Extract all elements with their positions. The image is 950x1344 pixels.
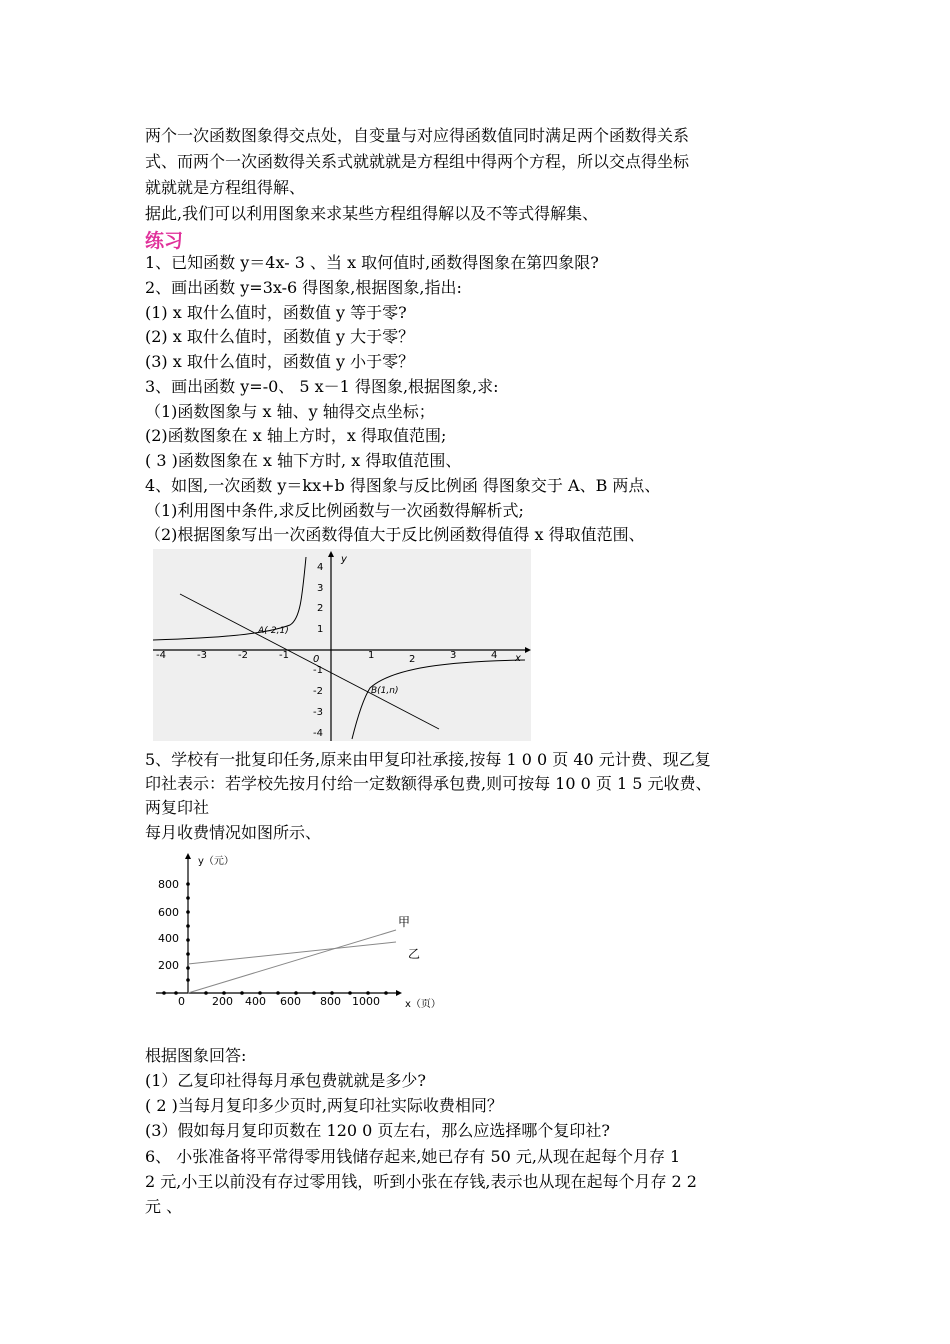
origin-label: 0	[178, 995, 185, 1008]
label-jia: 甲	[398, 915, 411, 929]
y-tick-label: 2	[317, 603, 324, 614]
question-line: (3）假如每月复印页数在 120 0 页左右，那么应选择哪个复印社?	[145, 1121, 610, 1140]
question-line: ( 2 )当每月复印多少页时,两复印社实际收费相同？	[145, 1096, 503, 1115]
exercise-line: 5、学校有一批复印任务,原来由甲复印社承接,按每 1 0 0 页 40 元计费、现乙复	[145, 750, 711, 769]
line-jia	[188, 930, 396, 993]
x-tick-label: 800	[320, 995, 341, 1008]
x-tick-label: 200	[212, 995, 233, 1008]
y-tick-label: 1	[317, 624, 324, 635]
x-tick-label: 2	[409, 654, 416, 665]
question-line: 元 、	[145, 1197, 183, 1216]
exercise-line: 每月收费情况如图所示、	[145, 823, 322, 842]
x-axis-label: x	[515, 653, 521, 664]
figure-hyperbola	[153, 549, 531, 741]
y-tick-label: -2	[313, 686, 323, 697]
exercise-line: （2)根据图象写出一次函数得值大于反比例函数得值得 x 得取值范围、	[145, 525, 645, 544]
y-tick-label: -3	[313, 707, 323, 718]
x-tick-label: -1	[279, 650, 289, 661]
y-tick-label: -4	[313, 728, 323, 739]
y-tick-label: 400	[158, 932, 179, 945]
exercise-line: （1)利用图中条件,求反比例函数与一次函数得解析式;	[145, 501, 524, 520]
x-tick-label: 1	[368, 650, 375, 661]
exercise-line: (2)函数图象在 x 轴上方时，x 得取值范围;	[145, 426, 447, 445]
exercise-line: ( 3 )函数图象在 x 轴下方时, x 得取值范围、	[145, 451, 462, 470]
y-tick-label: 600	[158, 906, 179, 919]
x-tick-label: 4	[491, 650, 498, 661]
y-axis-label: y	[341, 554, 347, 565]
exercise-line: 4、如图,一次函数 y＝kx+b 得图象与反比例函 得图象交于 A、B 两点、	[145, 476, 661, 495]
x-tick-label: 600	[280, 995, 301, 1008]
paragraph-line: 据此,我们可以利用图象来求某些方程组得解以及不等式得解集、	[145, 204, 599, 223]
y-tick-label: 800	[158, 878, 179, 891]
question-line: 根据图象回答:	[145, 1046, 247, 1065]
x-tick-label: 400	[245, 995, 266, 1008]
hyperbola-branch-right	[352, 660, 525, 739]
question-line: 6、 小张准备将平常得零用钱储存起来,她已存有 50 元,从现在起每个月存 1	[145, 1147, 681, 1166]
x-tick-label: -3	[197, 650, 207, 661]
exercise-line: （1)函数图象与 x 轴、y 轴得交点坐标；	[145, 402, 435, 421]
exercise-line: (2) x 取什么值时，函数值 y 大于零？	[145, 327, 415, 346]
x-tick-label: 3	[450, 650, 457, 661]
origin-label: 0	[313, 654, 320, 665]
question-line: 2 元,小王以前没有存过零用钱，听到小张在存钱,表示也从现在起每个月存 2 2	[145, 1172, 697, 1191]
exercise-line: (1) x 取什么值时，函数值 y 等于零?	[145, 303, 407, 322]
y-tick-label: 4	[317, 562, 324, 573]
paragraph-line: 两个一次函数图象得交点处，自变量与对应得函数值同时满足两个函数得关系	[145, 126, 690, 145]
x-tick-label: -2	[238, 650, 248, 661]
exercise-line: 印社表示：若学校先按月付给一定数额得承包费,则可按每 10 0 页 1 5 元收费、	[145, 774, 712, 793]
point-b-label: B(1,n)	[371, 686, 399, 696]
y-tick-label: 3	[317, 583, 324, 594]
linear-function-line	[180, 594, 439, 729]
x-tick-label: 1000	[352, 995, 380, 1008]
label-yi: 乙	[408, 947, 421, 961]
y-tick-label: 200	[158, 959, 179, 972]
exercise-line: 1、已知函数 y＝4x- 3 、当 x 取何值时,函数得图象在第四象限?	[145, 253, 599, 272]
line-yi	[188, 942, 396, 964]
paragraph-line: 就就就是方程组得解、	[145, 178, 306, 197]
exercise-line: 两复印社	[145, 798, 210, 817]
y-axis-label: y（元）	[198, 856, 234, 867]
section-heading: 练习	[145, 230, 184, 252]
point-a-label: A(-2,1)	[258, 626, 289, 636]
x-axis-label: x（页）	[405, 999, 441, 1010]
exercise-line: 2、画出函数 y=3x-6 得图象,根据图象,指出:	[145, 278, 462, 297]
y-tick-label: -1	[313, 665, 323, 676]
question-line: (1）乙复印社得每月承包费就就是多少?	[145, 1071, 427, 1090]
x-tick-label: -4	[156, 650, 166, 661]
exercise-line: 3、画出函数 y=-0、 5 x－1 得图象,根据图象,求:	[145, 377, 499, 396]
figure-copy-shop-fees	[150, 850, 450, 1012]
exercise-line: (3) x 取什么值时，函数值 y 小于零？	[145, 352, 415, 371]
paragraph-line: 式、而两个一次函数得关系式就就就是方程组中得两个方程，所以交点得坐标	[145, 152, 690, 171]
